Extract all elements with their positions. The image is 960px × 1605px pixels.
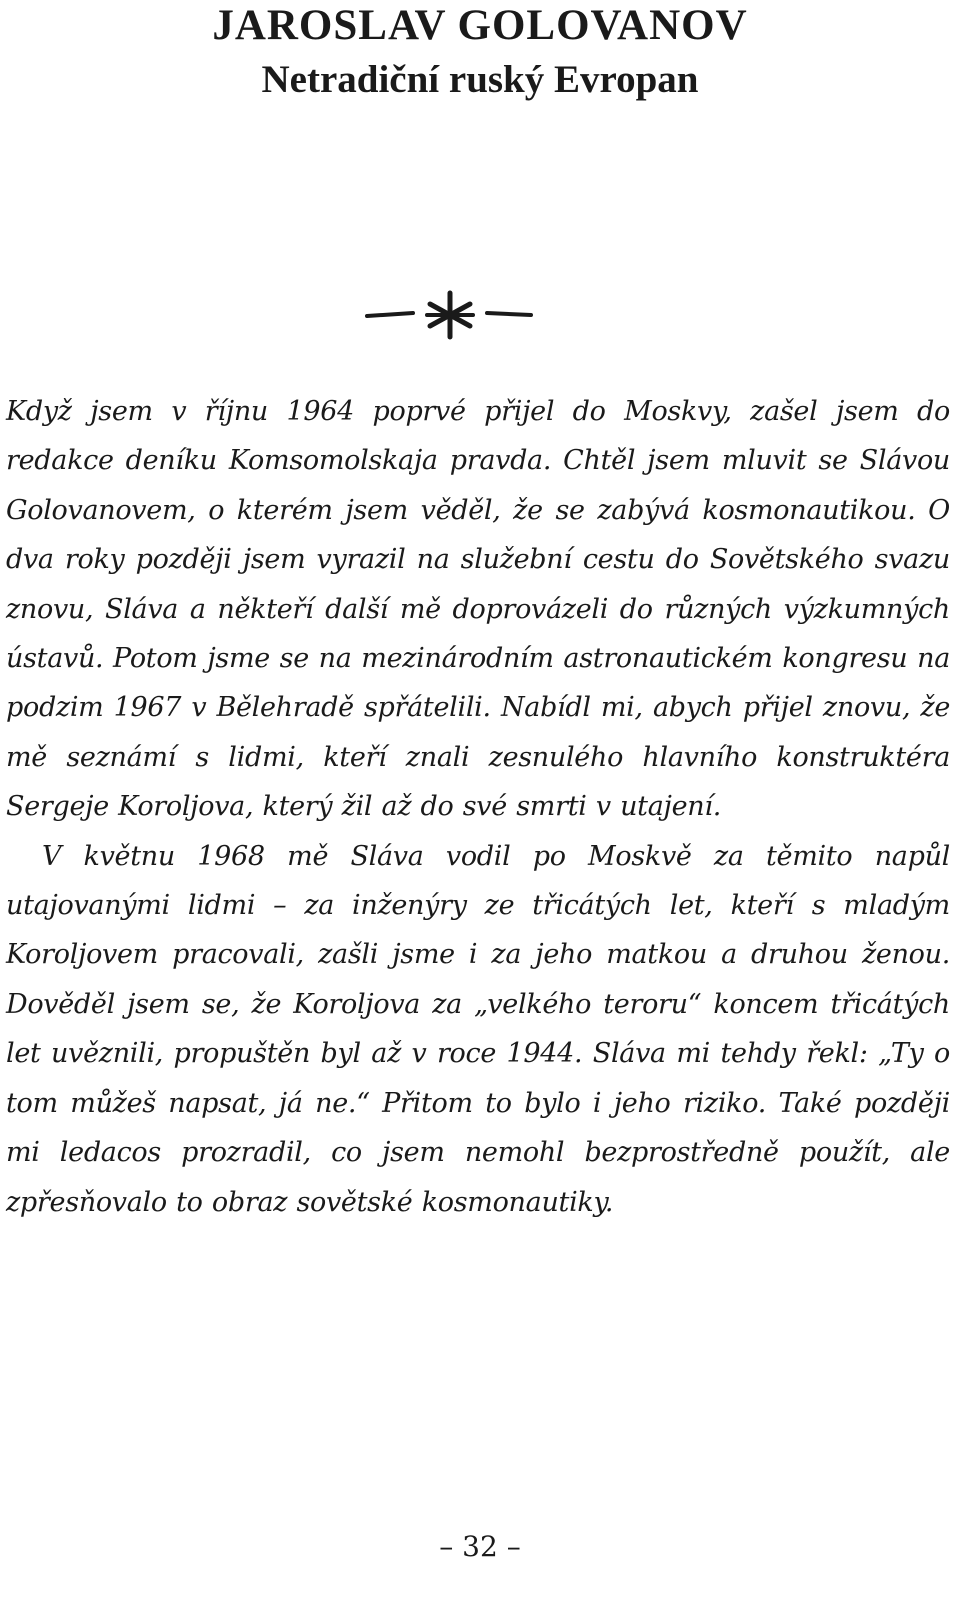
paragraph: V květnu 1968 mě Sláva vodil po Moskvě za těmito napůl utajovanými lidmi – za inženýry ze třicátých let, kteří s mladým Koroljovem pracovali, zašli jsme i za jeho matkou a druhou ženou. Dověděl jsem se, že Koroljova za „velkého teroru“ koncem třicátých let uvěznili, propuštěn byl až v roce 1944. Sláva mi tehdy řekl: „Ty o tom můžeš napsat, já ne.“ Přitom to bylo i jeho riziko. Také později mi ledacos prozradil, co jsem nemohl bezprostředně použít, ale zpřesňovalo to obraz sovětské kosmonautiky. xyxy=(6,840,950,1218)
page-number: – 32 – xyxy=(439,1530,521,1563)
chapter-title: Netradiční ruský Evropan xyxy=(261,58,699,101)
paragraph: Když jsem v říjnu 1964 poprvé přijel do Moskvy, zašel jsem do redakce deníku Komsomolskaja pravda. Chtěl jsem mluvit se Slávou Golovanovem, o kterém jsem věděl, že se zabývá kosmonautikou. O dva roky později jsem vyrazil na služební cestu do Sovětského svazu znovu, Sláva a někteří další mě doprovázeli do různých výzkumných ústavů. Potom jsme se na mezinárodním astronautickém kongresu na podzim 1967 v Bělehradě spřátelili. Nabídl mi, abych přijel znovu, že mě seznámí s lidmi, kteří znali zesnulého hlavního konstruktéra Sergeje Koroljova, který žil až do své smrti v utajení. xyxy=(6,396,950,823)
body-text xyxy=(6,387,950,1227)
asterisk-ornament-icon xyxy=(365,285,535,345)
author-name: JAROSLAV GOLOVANOV xyxy=(212,2,748,49)
